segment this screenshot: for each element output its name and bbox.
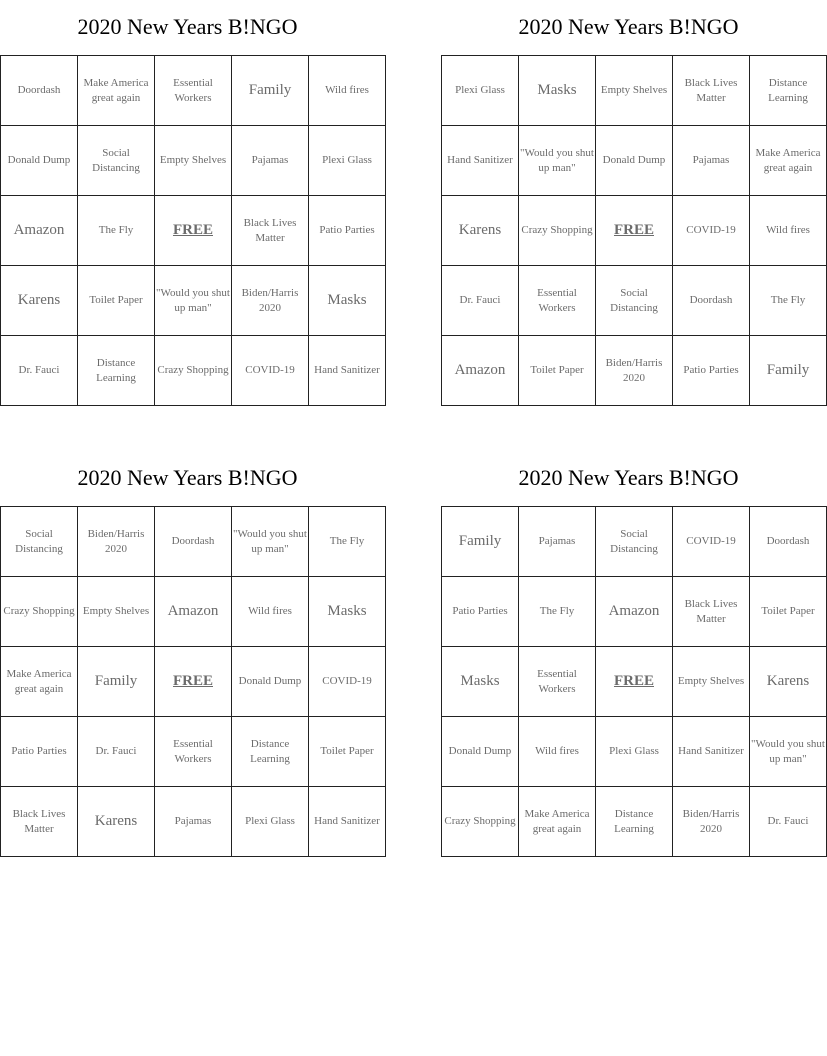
grid-cell: Make America great again bbox=[1, 647, 78, 717]
grid-row bbox=[442, 717, 827, 787]
grid-row bbox=[442, 126, 827, 196]
grid-cell: Wild fires bbox=[309, 56, 386, 126]
grid-cell: The Fly bbox=[750, 266, 827, 336]
grid-cell: "Would you shut up man" bbox=[155, 266, 232, 336]
grid-row bbox=[1, 56, 386, 126]
grid-cell: Pajamas bbox=[519, 507, 596, 577]
grid-row bbox=[1, 507, 386, 577]
grid-cell: Plexi Glass bbox=[232, 787, 309, 857]
grid-cell: Doordash bbox=[750, 507, 827, 577]
grid-cell: Hand Sanitizer bbox=[673, 717, 750, 787]
free-cell: FREE bbox=[596, 647, 673, 717]
grid-cell: Patio Parties bbox=[1, 717, 78, 787]
free-cell: FREE bbox=[155, 647, 232, 717]
grid-cell: Karens bbox=[78, 787, 155, 857]
grid-cell: Hand Sanitizer bbox=[309, 787, 386, 857]
grid-cell: Patio Parties bbox=[442, 577, 519, 647]
grid-cell: Make America great again bbox=[750, 126, 827, 196]
grid-cell: Karens bbox=[1, 266, 78, 336]
grid-cell: Donald Dump bbox=[1, 126, 78, 196]
grid-row bbox=[1, 717, 386, 787]
grid-cell: Distance Learning bbox=[232, 717, 309, 787]
grid-cell: Toilet Paper bbox=[750, 577, 827, 647]
grid-cell: Toilet Paper bbox=[519, 336, 596, 406]
grid-cell: Dr. Fauci bbox=[750, 787, 827, 857]
grid-cell: Doordash bbox=[673, 266, 750, 336]
grid-cell: Masks bbox=[309, 577, 386, 647]
grid-cell: COVID-19 bbox=[232, 336, 309, 406]
grid-cell: Donald Dump bbox=[596, 126, 673, 196]
grid-cell: The Fly bbox=[78, 196, 155, 266]
grid-cell: Black Lives Matter bbox=[673, 577, 750, 647]
grid-row bbox=[442, 196, 827, 266]
grid-cell: Biden/Harris 2020 bbox=[232, 266, 309, 336]
bingo-grid bbox=[441, 55, 827, 406]
grid-cell: Wild fires bbox=[519, 717, 596, 787]
grid-cell: Social Distancing bbox=[1, 507, 78, 577]
grid-cell: Biden/Harris 2020 bbox=[673, 787, 750, 857]
grid-cell: Wild fires bbox=[232, 577, 309, 647]
grid-cell: Distance Learning bbox=[596, 787, 673, 857]
grid-cell: Make America great again bbox=[78, 56, 155, 126]
grid-row bbox=[1, 647, 386, 717]
free-cell: FREE bbox=[596, 196, 673, 266]
grid-cell: Biden/Harris 2020 bbox=[78, 507, 155, 577]
grid-row bbox=[442, 507, 827, 577]
grid-cell: Family bbox=[78, 647, 155, 717]
grid-cell: Hand Sanitizer bbox=[309, 336, 386, 406]
grid-cell: Essential Workers bbox=[155, 717, 232, 787]
grid-cell: Social Distancing bbox=[596, 266, 673, 336]
grid-cell: Dr. Fauci bbox=[78, 717, 155, 787]
grid-cell: Family bbox=[232, 56, 309, 126]
grid-cell: COVID-19 bbox=[673, 196, 750, 266]
grid-cell: Doordash bbox=[155, 507, 232, 577]
grid-cell: Black Lives Matter bbox=[1, 787, 78, 857]
grid-cell: Pajamas bbox=[673, 126, 750, 196]
grid-row bbox=[442, 336, 827, 406]
bingo-grid bbox=[0, 506, 386, 857]
grid-cell: Crazy Shopping bbox=[519, 196, 596, 266]
grid-cell: "Would you shut up man" bbox=[232, 507, 309, 577]
grid-cell: Dr. Fauci bbox=[1, 336, 78, 406]
grid-cell: Patio Parties bbox=[673, 336, 750, 406]
card-title: 2020 New Years B!NGO bbox=[518, 465, 739, 490]
grid-cell: Doordash bbox=[1, 56, 78, 126]
grid-cell: Pajamas bbox=[155, 787, 232, 857]
grid-cell: Black Lives Matter bbox=[673, 56, 750, 126]
grid-cell: "Would you shut up man" bbox=[519, 126, 596, 196]
grid-cell: Social Distancing bbox=[78, 126, 155, 196]
grid-cell: The Fly bbox=[309, 507, 386, 577]
grid-cell: Essential Workers bbox=[519, 647, 596, 717]
bingo-grid bbox=[0, 55, 386, 406]
grid-cell: COVID-19 bbox=[309, 647, 386, 717]
grid-cell: Plexi Glass bbox=[442, 56, 519, 126]
grid-cell: Essential Workers bbox=[155, 56, 232, 126]
grid-cell: Karens bbox=[442, 196, 519, 266]
card-title: 2020 New Years B!NGO bbox=[77, 14, 298, 39]
grid-cell: Distance Learning bbox=[78, 336, 155, 406]
grid-cell: Empty Shelves bbox=[596, 56, 673, 126]
grid-cell: Masks bbox=[309, 266, 386, 336]
grid-cell: Toilet Paper bbox=[78, 266, 155, 336]
grid-cell: Dr. Fauci bbox=[442, 266, 519, 336]
grid-cell: Masks bbox=[442, 647, 519, 717]
grid-cell: Plexi Glass bbox=[309, 126, 386, 196]
grid-cell: Pajamas bbox=[232, 126, 309, 196]
card-title: 2020 New Years B!NGO bbox=[77, 465, 298, 490]
grid-cell: Crazy Shopping bbox=[442, 787, 519, 857]
grid-cell: Make America great again bbox=[519, 787, 596, 857]
grid-cell: Empty Shelves bbox=[155, 126, 232, 196]
grid-cell: Patio Parties bbox=[309, 196, 386, 266]
grid-cell: Distance Learning bbox=[750, 56, 827, 126]
grid-row bbox=[442, 647, 827, 717]
grid-cell: Karens bbox=[750, 647, 827, 717]
grid-row bbox=[1, 266, 386, 336]
grid-cell: Crazy Shopping bbox=[1, 577, 78, 647]
grid-cell: Hand Sanitizer bbox=[442, 126, 519, 196]
grid-row bbox=[1, 787, 386, 857]
grid-row bbox=[442, 577, 827, 647]
grid-cell: Amazon bbox=[1, 196, 78, 266]
grid-cell: Toilet Paper bbox=[309, 717, 386, 787]
grid-cell: Wild fires bbox=[750, 196, 827, 266]
free-cell: FREE bbox=[155, 196, 232, 266]
grid-row bbox=[1, 577, 386, 647]
grid-cell: Crazy Shopping bbox=[155, 336, 232, 406]
grid-cell: Family bbox=[750, 336, 827, 406]
grid-cell: Donald Dump bbox=[232, 647, 309, 717]
grid-cell: Essential Workers bbox=[519, 266, 596, 336]
grid-cell: Family bbox=[442, 507, 519, 577]
grid-cell: Empty Shelves bbox=[78, 577, 155, 647]
grid-cell: Black Lives Matter bbox=[232, 196, 309, 266]
card-title: 2020 New Years B!NGO bbox=[518, 14, 739, 39]
grid-cell: "Would you shut up man" bbox=[750, 717, 827, 787]
grid-row bbox=[1, 196, 386, 266]
grid-row bbox=[1, 126, 386, 196]
grid-cell: Empty Shelves bbox=[673, 647, 750, 717]
grid-cell: The Fly bbox=[519, 577, 596, 647]
grid-row bbox=[1, 336, 386, 406]
grid-cell: Biden/Harris 2020 bbox=[596, 336, 673, 406]
bingo-grid bbox=[441, 506, 827, 857]
grid-row bbox=[442, 787, 827, 857]
grid-row bbox=[442, 266, 827, 336]
grid-cell: Social Distancing bbox=[596, 507, 673, 577]
grid-cell: Plexi Glass bbox=[596, 717, 673, 787]
grid-cell: Amazon bbox=[155, 577, 232, 647]
grid-cell: COVID-19 bbox=[673, 507, 750, 577]
grid-cell: Masks bbox=[519, 56, 596, 126]
grid-row bbox=[442, 56, 827, 126]
grid-cell: Amazon bbox=[442, 336, 519, 406]
grid-cell: Amazon bbox=[596, 577, 673, 647]
grid-cell: Donald Dump bbox=[442, 717, 519, 787]
